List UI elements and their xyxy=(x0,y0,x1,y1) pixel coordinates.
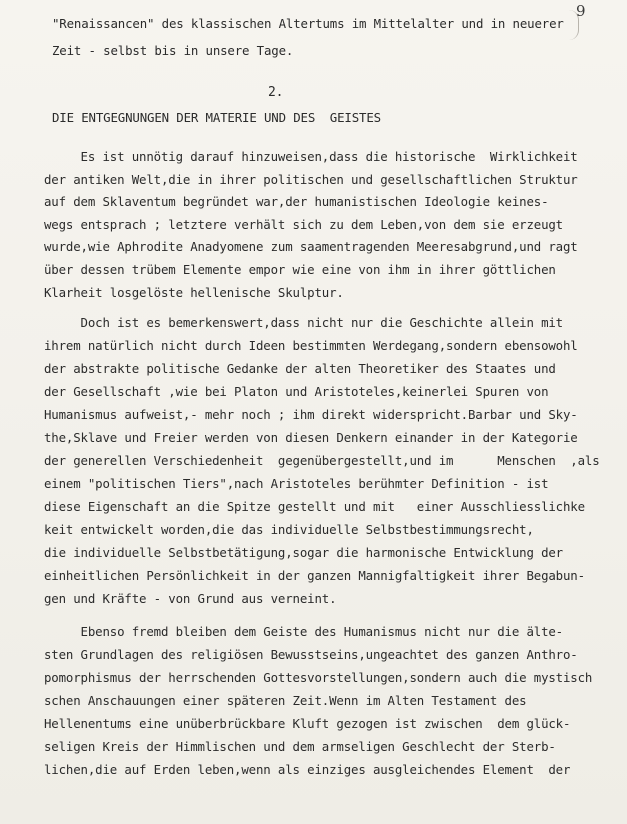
paragraph-3-line: seligen Kreis der Himmlischen und dem armseligen Geschlecht der Sterb- xyxy=(44,739,556,754)
paragraph-1-line: über dessen trübem Elemente empor wie eine von ihm in ihrer göttlichen xyxy=(44,262,556,277)
paragraph-2-line: der generellen Verschiedenheit gegenübergestellt,und im Menschen ,als xyxy=(44,453,600,468)
paragraph-2-line: Humanismus aufweist,- mehr noch ; ihm direkt widerspricht.Barbar und Sky- xyxy=(44,407,578,422)
paragraph-2-line: the,Sklave und Freier werden von diesen Denkern einander in der Kategorie xyxy=(44,430,578,445)
paragraph-2-line: Doch ist es bemerkenswert,dass nicht nur die Geschichte allein mit xyxy=(44,315,563,330)
paragraph-1-line: Es ist unnötig darauf hinzuweisen,dass die historische Wirklichkeit xyxy=(44,149,578,164)
paragraph-2-line: einheitlichen Persönlichkeit in der ganzen Mannigfaltigkeit ihrer Begabun- xyxy=(44,568,585,583)
intro-line: Zeit - selbst bis in unsere Tage. xyxy=(52,43,294,58)
paragraph-2-line: keit entwickelt worden,die das individuelle Selbstbestimmungsrecht, xyxy=(44,522,534,537)
paragraph-3-line: Hellenentums eine unüberbrückbare Kluft gezogen ist zwischen dem glück- xyxy=(44,716,571,731)
paragraph-3-line: pomorphismus der herrschenden Gottesvorstellungen,sondern auch die mystisch xyxy=(44,670,593,685)
paragraph-2-line: ihrem natürlich nicht durch Ideen bestimmten Werdegang,sondern ebensowohl xyxy=(44,338,578,353)
paragraph-1-line: der antiken Welt,die in ihrer politischen und gesellschaftlichen Struktur xyxy=(44,172,578,187)
paragraph-3-line: Ebenso fremd bleiben dem Geiste des Humanismus nicht nur die älte- xyxy=(44,624,563,639)
paragraph-2-line: der abstrakte politische Gedanke der alten Theoretiker des Staates und xyxy=(44,361,556,376)
section-title: DIE ENTGEGNUNGEN DER MATERIE UND DES GEISTES xyxy=(52,110,381,125)
paragraph-1-line: wegs entsprach ; letztere verhält sich zu dem Leben,von dem sie erzeugt xyxy=(44,217,563,232)
paragraph-1-line: Klarheit losgelöste hellenische Skulptur. xyxy=(44,285,344,300)
paragraph-3-line: lichen,die auf Erden leben,wenn als einziges ausgleichendes Element der xyxy=(44,762,571,777)
paragraph-1-line: wurde,wie Aphrodite Anadyomene zum saamentragenden Meeresabgrund,und ragt xyxy=(44,239,578,254)
paragraph-2-line: diese Eigenschaft an die Spitze gestellt und mit einer Ausschliesslichke xyxy=(44,499,585,514)
paragraph-2-line: die individuelle Selbstbetätigung,sogar die harmonische Entwicklung der xyxy=(44,545,563,560)
intro-line: "Renaissancen" des klassischen Altertums im Mittelalter und in neuerer xyxy=(52,16,564,31)
paragraph-3-line: schen Anschauungen einer späteren Zeit.Wenn im Alten Testament des xyxy=(44,693,527,708)
paragraph-2-line: gen und Kräfte - von Grund aus verneint. xyxy=(44,591,337,606)
paragraph-1-line: auf dem Sklaventum begründet war,der humanistischen Ideologie keines- xyxy=(44,194,549,209)
section-number: 2. xyxy=(268,85,284,100)
page-number: 9 xyxy=(576,2,586,20)
paragraph-3-line: sten Grundlagen des religiösen Bewusstseins,ungeachtet des ganzen Anthro- xyxy=(44,647,578,662)
paragraph-2-line: der Gesellschaft ,wie bei Platon und Aristoteles,keinerlei Spuren von xyxy=(44,384,549,399)
paragraph-2-line: einem "politischen Tiers",nach Aristoteles berühmter Definition - ist xyxy=(44,476,549,491)
